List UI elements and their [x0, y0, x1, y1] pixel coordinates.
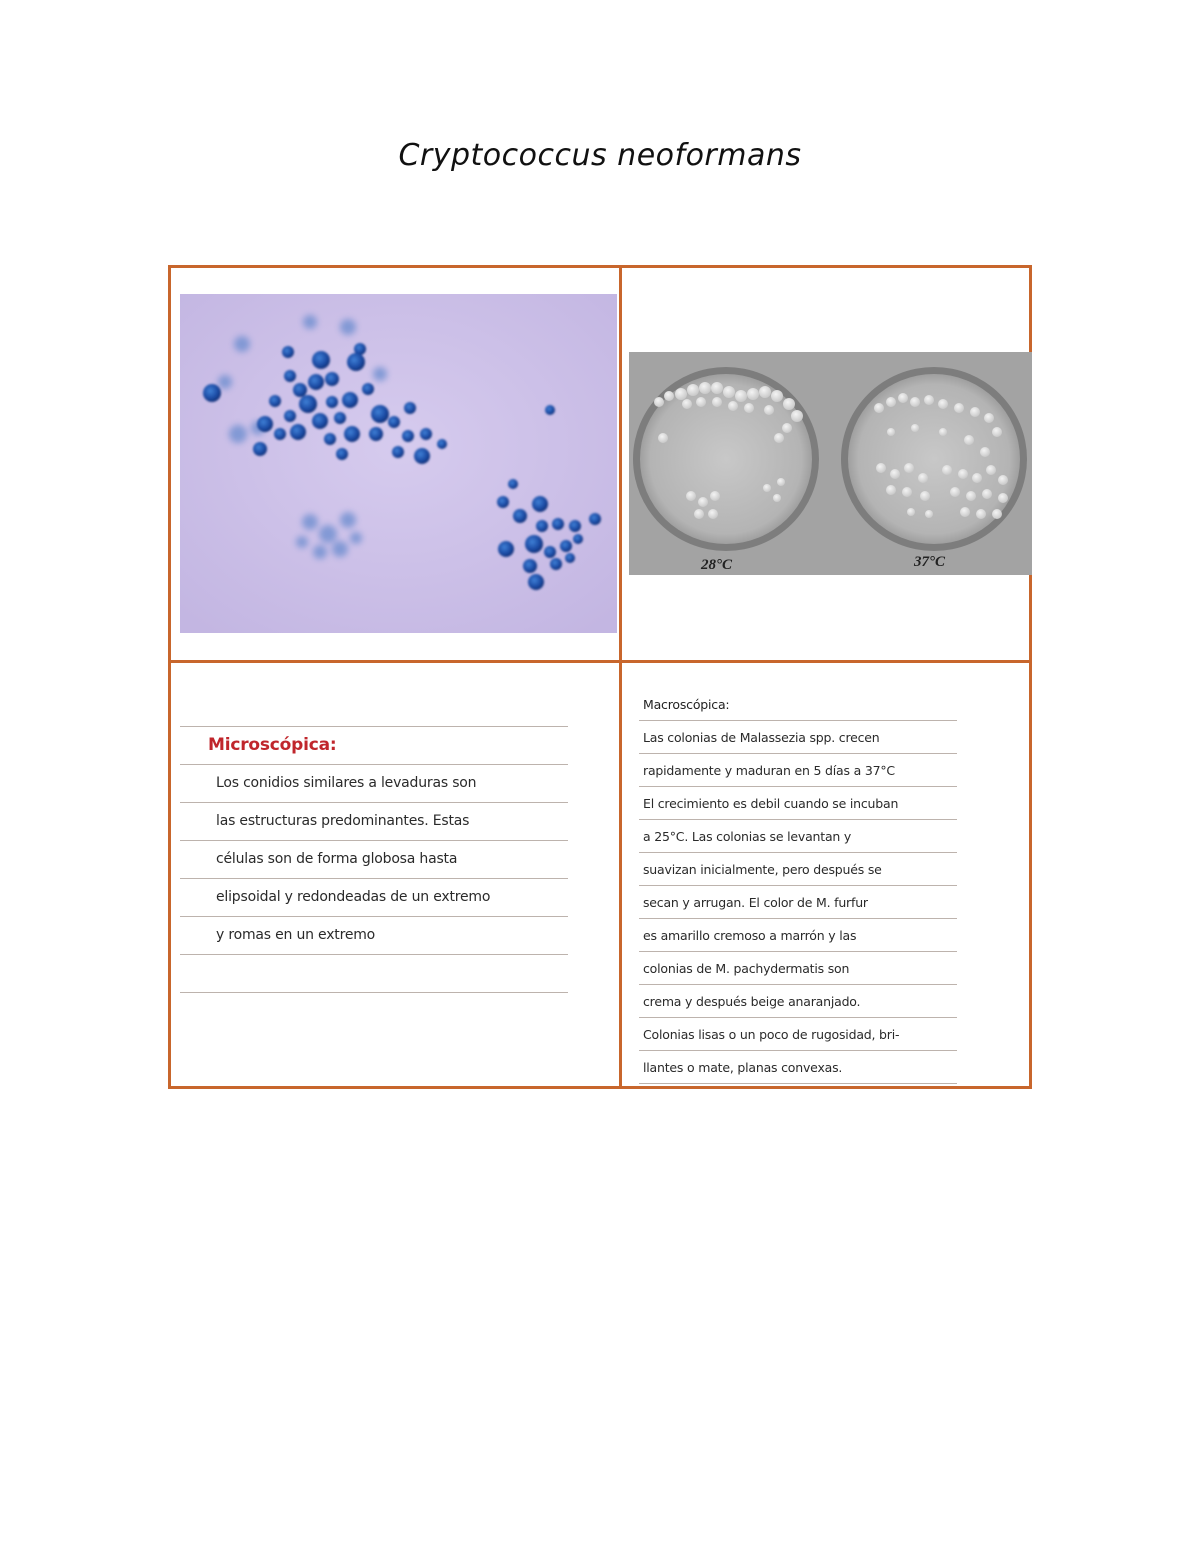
macroscopic-line-6: secan y arrugan. El color de M. furfur	[639, 886, 957, 919]
macroscopic-line-9: crema y después beige anaranjado.	[639, 985, 957, 1018]
microscopic-line-1: Los conidios similares a levaduras son	[180, 765, 568, 803]
petri-dishes-illustration	[629, 352, 1032, 575]
page-title: Cryptococcus neoformans	[398, 138, 802, 173]
microscopic-image	[180, 294, 617, 633]
grid-horizontal-divider	[171, 660, 1029, 663]
microscopic-line-2: las estructuras predominantes. Estas	[180, 803, 568, 841]
microscopic-line-4: elipsoidal y redondeadas de un extremo	[180, 879, 568, 917]
macroscopic-line-2: rapidamente y maduran en 5 días a 37°C	[639, 754, 957, 787]
notes-rule	[180, 716, 568, 727]
microscopic-line-5: y romas en un extremo	[180, 917, 568, 955]
macroscopic-line-5: suavizan inicialmente, pero después se	[639, 853, 957, 886]
macroscopic-line-11: llantes o mate, planas convexas.	[639, 1051, 957, 1084]
macroscopic-line-4: a 25°C. Las colonias se levantan y	[639, 820, 957, 853]
macroscopic-line-7: es amarillo cremoso a marrón y las	[639, 919, 957, 952]
microscopic-line-3: células son de forma globosa hasta	[180, 841, 568, 879]
specimen-grid	[168, 265, 1032, 1089]
macroscopic-notes	[639, 688, 957, 1084]
macroscopic-line-1: Las colonias de Malassezia spp. crecen	[639, 721, 957, 754]
macroscopic-line-8: colonias de M. pachydermatis son	[639, 952, 957, 985]
grid-vertical-divider	[619, 268, 622, 1086]
macroscopic-line-3: El crecimiento es debil cuando se incuban	[639, 787, 957, 820]
plate-label-left: 28°C	[701, 557, 733, 573]
culture-plates-image	[629, 352, 1032, 575]
macroscopic-heading: Macroscópica:	[639, 688, 957, 721]
microscopic-notes	[180, 716, 568, 993]
plate-label-right: 37°C	[914, 554, 946, 570]
microscopic-heading: Microscópica:	[180, 727, 568, 765]
microscopic-cells-illustration	[180, 294, 617, 633]
macroscopic-line-10: Colonias lisas o un poco de rugosidad, bri-	[639, 1018, 957, 1051]
empty-notes-line	[180, 955, 568, 993]
